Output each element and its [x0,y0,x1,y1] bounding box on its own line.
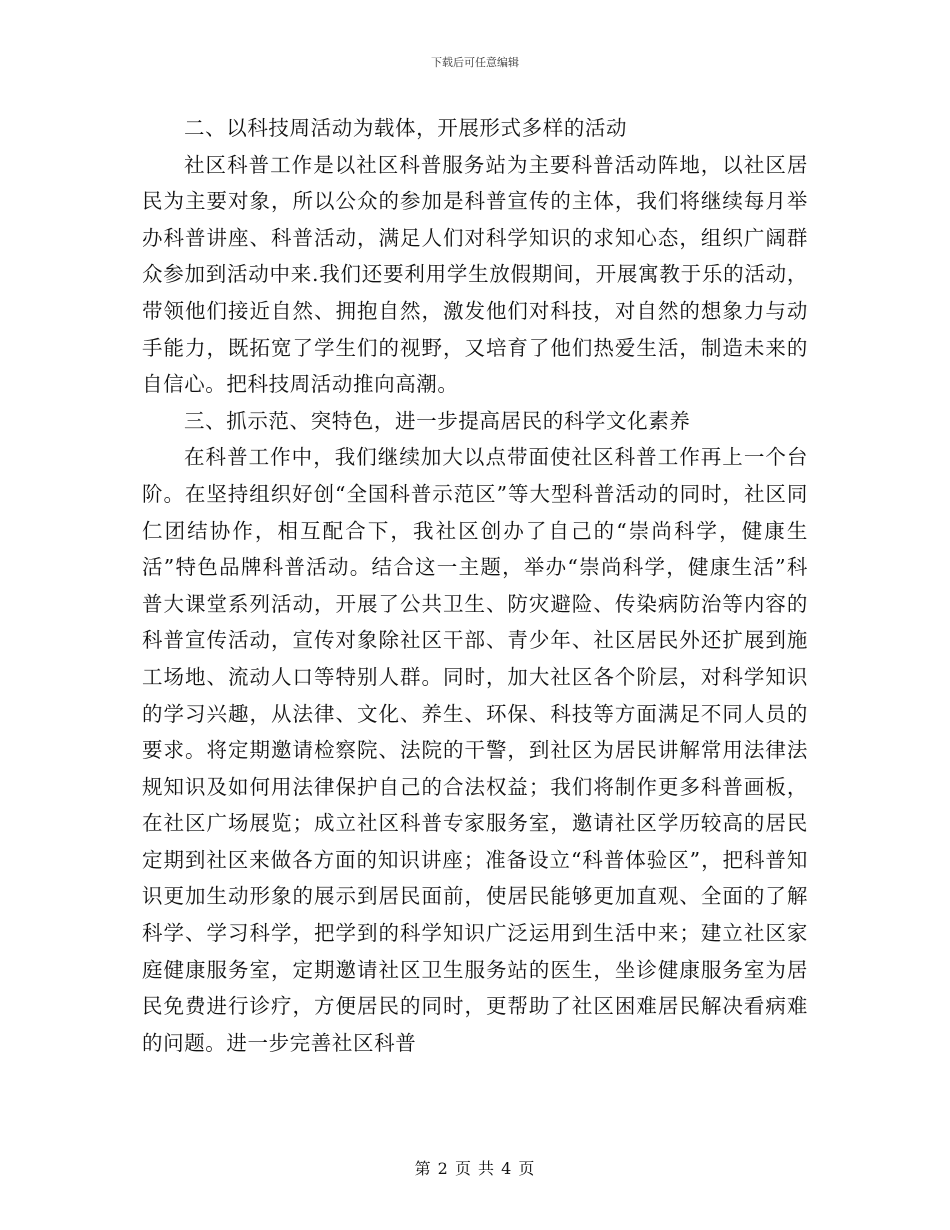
document-body [142,110,808,1061]
page-number: 第 2 页 共 4 页 [414,1159,536,1178]
header-note: 下载后可任意编辑 [431,56,519,69]
section-heading-3: 三、抓示范、突特色，进一步提高居民的科学文化素养 [184,408,691,433]
section-heading-2: 二、以科技周活动为载体，开展形式多样的活动 [184,116,628,140]
paragraph-demonstration: 在科普工作中，我们继续加大以点带面使社区科普工作再上一个台阶。在坚持组织好创“全国科普示范区”等大型科普活动的同时，社区同仁团结协作，相互配合下，我社区创办了自己的“崇尚科学，健康生活”特色品牌科普活动。结合这一主题，举办“崇尚科学，健康生活”科普大课堂系列活动，开展了公共卫生、防灾避险、传染病防治等内容的科普宣传活动，宣传对象除社区干部、青少年、社区居民外还扩展到施工场地、流动人口等特别人群。同时，加大社区各个阶层，对科学知识的学习兴趣，从法律、文化、养生、环保、科技等方面满足不同人员的要求。将定期邀请检察院、法院的干警，到社区为居民讲解常用法律法规知识及如何用法律保护自己的合法权益；我们将制作更多科普画板，在社区广场展览；成立社区科普专家服务室，邀请社区学历较高的居民定期到社区来做各方面的知识讲座；准备设立“科普体验区”，把科普知识更加生动形象的展示到居民面前，使居民能够更加直观、全面的了解科学、学习科学，把学到的科学知识广泛运用到生活中来；建立社区家庭健康服务室，定期邀请社区卫生服务站的医生，坐诊健康服务室为居民免费进行诊疗，方便居民的同时，更帮助了社区困难居民解决看病难的问题。进一步完善社区科普 [142,445,808,1055]
paragraph-science-week: 社区科普工作是以社区科普服务站为主要科普活动阵地，以社区居民为主要对象，所以公众的参加是科普宣传的主体，我们将继续每月举办科普讲座、科普活动，满足人们对科学知识的求知心态，组织广阔群众参加到活动中来.我们还要利用学生放假期间，开展寓教于乐的活动，带领他们接近自然、拥抱自然，激发他们对科技，对自然的想象力与动手能力，既拓宽了学生们的视野，又培育了他们热爱生活，制造未来的自信心。把科技周活动推向高潮。 [142,152,808,397]
